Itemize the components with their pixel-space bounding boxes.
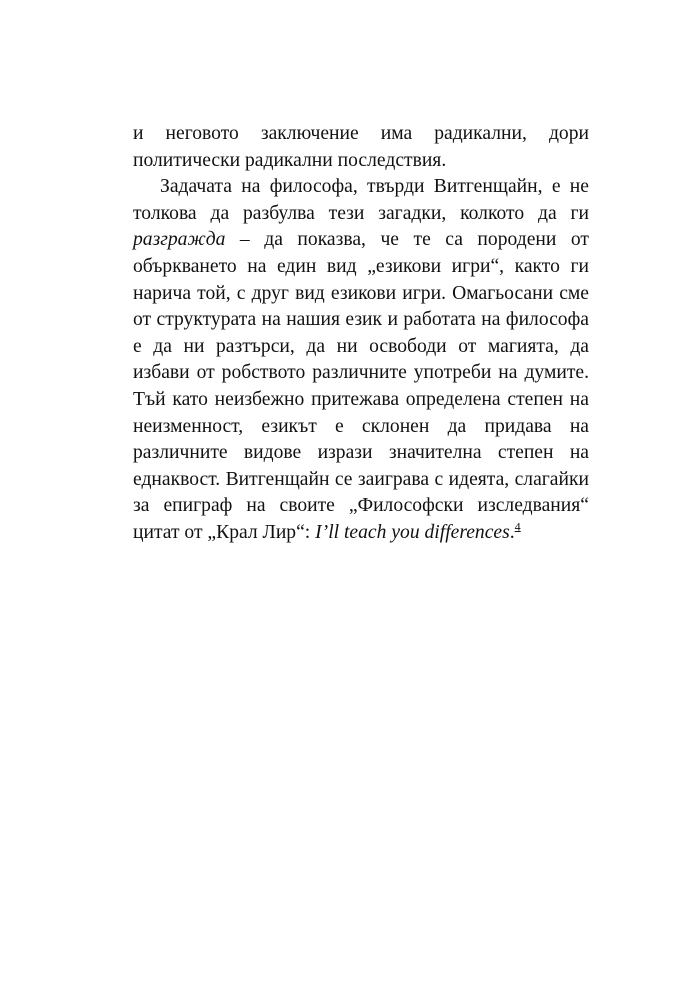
footnote-link[interactable]: 4 xyxy=(514,519,521,534)
emphasis-text: разгражда xyxy=(133,229,226,251)
text-body xyxy=(133,121,589,547)
paragraph xyxy=(133,174,589,546)
paragraph-continuation xyxy=(133,121,589,174)
paragraph-text: . xyxy=(509,521,515,543)
quote-emphasis: I’ll teach you differences xyxy=(315,521,510,543)
paragraph-text: и неговото заключение има радикални, дори политически радикални последствия. xyxy=(133,123,589,171)
paragraph-text: Задачата на философа, твърди Витгенщайн, е не толкова да разбулва тези загадки, колкото да ги xyxy=(133,176,589,224)
paragraph-text: – да показва, че те са породени от объркването на един вид „езикови игри“, както ги нарича той, с друг вид езикови игри. Омагьосани сме от структурата на нашия език и работата на философа е да ни разтърси, да ни освободи от магията, да избави от робството различните употреби на думите. Тъй като неизбежно притежава определена степен на неизменност, езикът е склонен да придава на различните видове изрази значителна степен на еднаквост. Витгенщайн се заиграва с идеята, слагайки за епиграф на своите „Философски изследвания“ цитат от „Крал Лир“: xyxy=(133,229,589,543)
